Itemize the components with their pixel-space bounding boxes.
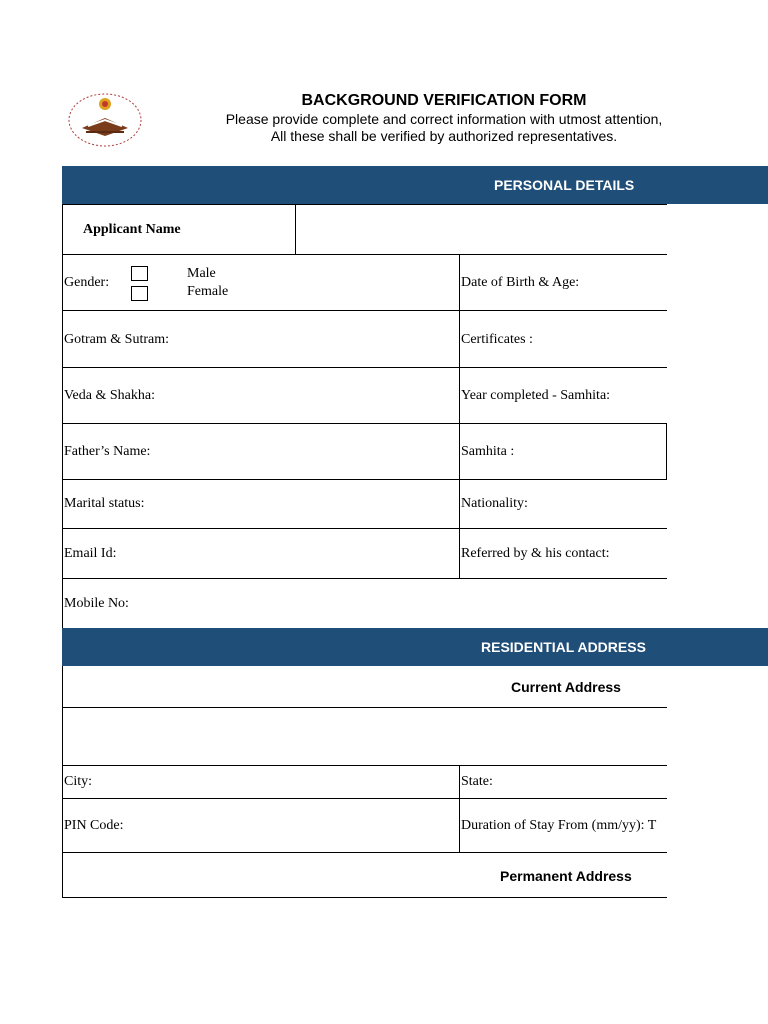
marital-status-label: Marital status:	[64, 496, 145, 511]
gotram-label: Gotram & Sutram:	[64, 332, 169, 347]
state-label: State:	[461, 774, 493, 789]
female-checkbox[interactable]	[131, 286, 148, 301]
row-divider	[62, 423, 667, 424]
nationality-label: Nationality:	[461, 496, 528, 511]
row-divider	[62, 479, 667, 480]
row-divider	[62, 798, 667, 799]
form-title: BACKGROUND VERIFICATION FORM	[301, 92, 587, 109]
samhita-label: Samhita :	[461, 444, 515, 459]
institution-logo	[66, 92, 144, 148]
male-label: Male	[187, 266, 216, 281]
row-divider	[62, 528, 667, 529]
city-label: City:	[64, 774, 93, 789]
residential-address-heading: RESIDENTIAL ADDRESS	[481, 639, 646, 655]
row-divider	[62, 897, 667, 898]
male-checkbox[interactable]	[131, 266, 148, 281]
mobile-label: Mobile No:	[64, 596, 129, 611]
year-completed-label: Year completed - Samhita:	[461, 388, 611, 403]
table-border-left	[62, 666, 63, 898]
permanent-address-heading: Permanent Address	[500, 868, 632, 884]
veda-shakha-label: Veda & Shakha:	[64, 388, 155, 403]
row-divider	[62, 852, 667, 853]
certificates-label: Certificates :	[461, 332, 533, 347]
column-divider	[459, 765, 460, 852]
table-border-left	[62, 204, 63, 628]
applicant-name-label: Applicant Name	[83, 222, 181, 237]
personal-details-heading: PERSONAL DETAILS	[494, 177, 635, 193]
row-divider	[62, 765, 667, 766]
row-divider	[62, 310, 667, 311]
gender-label: Gender:	[64, 275, 110, 290]
duration-of-stay-label: Duration of Stay From (mm/yy): T	[461, 818, 657, 833]
row-divider	[62, 578, 667, 579]
dob-age-label: Date of Birth & Age:	[461, 275, 580, 290]
row-divider	[62, 367, 667, 368]
personal-details-header	[62, 166, 768, 204]
row-divider	[62, 254, 667, 255]
father-name-label: Father’s Name:	[64, 444, 151, 459]
applicant-name-field[interactable]	[296, 205, 666, 254]
form-instructions-line2: All these shall be verified by authorized representatives.	[270, 128, 618, 144]
current-address-heading: Current Address	[511, 679, 621, 695]
current-address-field[interactable]	[63, 708, 666, 764]
form-instructions-line1: Please provide complete and correct information with utmost attention,	[225, 111, 663, 127]
email-label: Email Id:	[64, 546, 117, 561]
referred-by-label: Referred by & his contact:	[461, 546, 610, 561]
column-divider	[459, 254, 460, 578]
female-label: Female	[187, 284, 229, 299]
pin-code-label: PIN Code:	[64, 818, 124, 833]
samhita-cell-border	[666, 423, 667, 479]
residential-address-header	[62, 628, 768, 666]
